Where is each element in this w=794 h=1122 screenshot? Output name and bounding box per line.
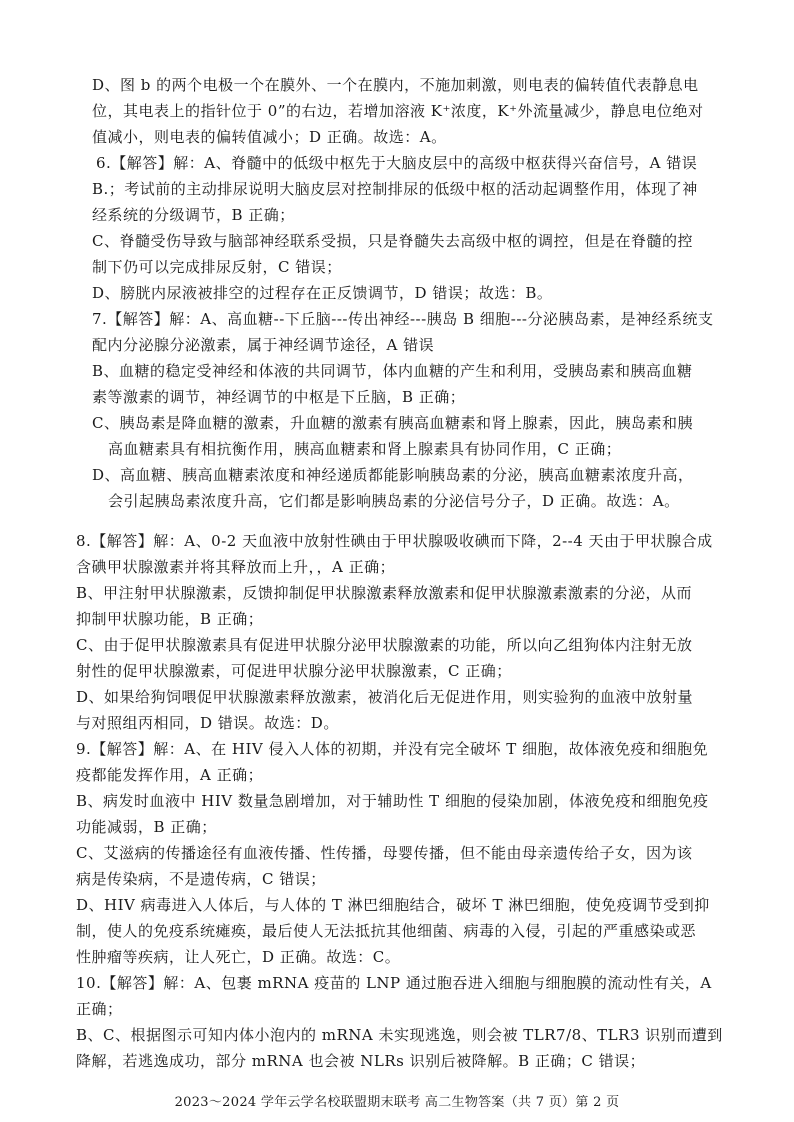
text-line: 高血糖素具有相抗衡作用，胰高血糖素和肾上腺素具有协同作用，C 正确； (108, 440, 622, 458)
page-footer: 2023～2024 学年云学名校联盟期末联考 高二生物答案（共 7 页）第 2 页 (174, 1095, 620, 1110)
text-line: 配内分泌腺分泌激素，属于神经调节途径，A 错误 (92, 336, 435, 354)
text-line: 7.【解答】解：A、高血糖--下丘脑---传出神经---胰岛 B 细胞---分泌胰岛素，是神经系统支 (92, 310, 714, 328)
text-line: 8.【解答】解：A、0-2 天血液中放射性碘由于甲状腺吸收碘而下降，2--4 天由于甲状腺合成 (76, 532, 713, 550)
text-line: 经系统的分级调节，B 正确； (92, 206, 295, 224)
text-line: 位，其电表上的指针位于 0”的右边，若增加溶液 K⁺浓度，K⁺外流量减少，静息电位绝对 (92, 102, 704, 120)
text-line: 病是传染病，不是遗传病，C 错误； (76, 870, 326, 888)
text-line: B.；考试前的主动排尿说明大脑皮层对控制排尿的低级中枢的活动起调整作用，体现了神 (92, 180, 698, 198)
text-line: 素等激素的调节，神经调节的中枢是下丘脑，B 正确； (92, 388, 466, 406)
text-line: C、胰岛素是降血糖的激素，升血糖的激素有胰高血糖素和肾上腺素，因此，胰岛素和胰 (92, 414, 693, 432)
text-line: C、由于促甲状腺激素具有促进甲状腺分泌甲状腺激素的功能，所以向乙组狗体内注射无放 (76, 636, 693, 654)
text-line: B、甲注射甲状腺激素，反馈抑制促甲状腺激素释放激素和促甲状腺激素激素的分泌，从而 (76, 584, 693, 602)
text-line: D、膀胱内尿液被排空的过程存在正反馈调节，D 错误；故选：B。 (92, 284, 553, 302)
text-line: B、病发时血液中 HIV 数量急剧增加，对于辅助性 T 细胞的侵染加剧，体液免疫和细胞免疫 (76, 792, 709, 810)
text-line: 射性的促甲状腺激素，可促进甲状腺分泌甲状腺激素，C 正确； (76, 662, 512, 680)
text-line: D、如果给狗饲喂促甲状腺激素释放激素，被消化后无促进作用，则实验狗的血液中放射量 (76, 688, 694, 706)
text-line: 功能减弱，B 正确； (76, 818, 217, 836)
text-line: 与对照组丙相同，D 错误。故选：D。 (76, 714, 339, 732)
text-line: 抑制甲状腺功能，B 正确； (76, 610, 264, 628)
text-line: 6.【解答】解：A、脊髓中的低级中枢先于大脑皮层中的高级中枢获得兴奋信号，A 错误 (96, 154, 698, 172)
text-line: D、HIV 病毒进入人体后，与人体的 T 淋巴细胞结合，破坏 T 淋巴细胞，使免疫调节受到抑 (76, 896, 710, 914)
text-line: B、C、根据图示可知内体小泡内的 mRNA 未实现逃逸，则会被 TLR7/8、TLR3 识别而遭到 (76, 1026, 723, 1044)
text-line: C、脊髓受伤导致与脑部神经联系受损，只是脊髓失去高级中枢的调控，但是在脊髓的控 (92, 232, 693, 250)
text-line: 制下仍可以完成排尿反射，C 错误； (92, 258, 342, 276)
text-line: 会引起胰岛素浓度升高，它们都是影响胰岛素的分泌信号分子，D 正确。故选：A。 (108, 492, 680, 510)
text-line: 疫都能发挥作用，A 正确； (76, 766, 264, 784)
text-line: D、高血糖、胰高血糖素浓度和神经递质都能影响胰岛素的分泌，胰高血糖素浓度升高， (92, 466, 694, 484)
text-line: 降解，若逃逸成功，部分 mRNA 也会被 NLRs 识别后被降解。B 正确；C 错误； (76, 1052, 646, 1070)
text-line: 10.【解答】解：A、包裹 mRNA 疫苗的 LNP 通过胞吞进入细胞与细胞膜的流动性有关，A (76, 974, 712, 992)
text-line: C、艾滋病的传播途径有血液传播、性传播，母婴传播，但不能由母亲遗传给子女，因为该 (76, 844, 693, 862)
text-line: 9.【解答】解：A、在 HIV 侵入人体的初期，并没有完全破坏 T 细胞，故体液免疫和细胞免 (76, 740, 709, 758)
text-line: 制，使人的免疫系统瘫痪，最后使人无法抵抗其他细菌、病毒的入侵，引起的严重感染或恶 (76, 922, 697, 940)
text-line: 正确； (76, 1000, 123, 1018)
text-line: B、血糖的稳定受神经和体液的共同调节，体内血糖的产生和利用，受胰岛素和胰高血糖 (92, 362, 693, 380)
text-line: 含碘甲状腺激素并将其释放而上升，，A 正确； (76, 558, 396, 576)
text-line: 值减小，则电表的偏转值减小；D 正确。故选：A。 (92, 128, 447, 146)
text-line: D、图 b 的两个电极一个在膜外、一个在膜内，不施加刺激，则电表的偏转值代表静息电 (92, 76, 699, 94)
text-line: 性肿瘤等疾病，让人死亡，D 正确。故选：C。 (76, 948, 401, 966)
